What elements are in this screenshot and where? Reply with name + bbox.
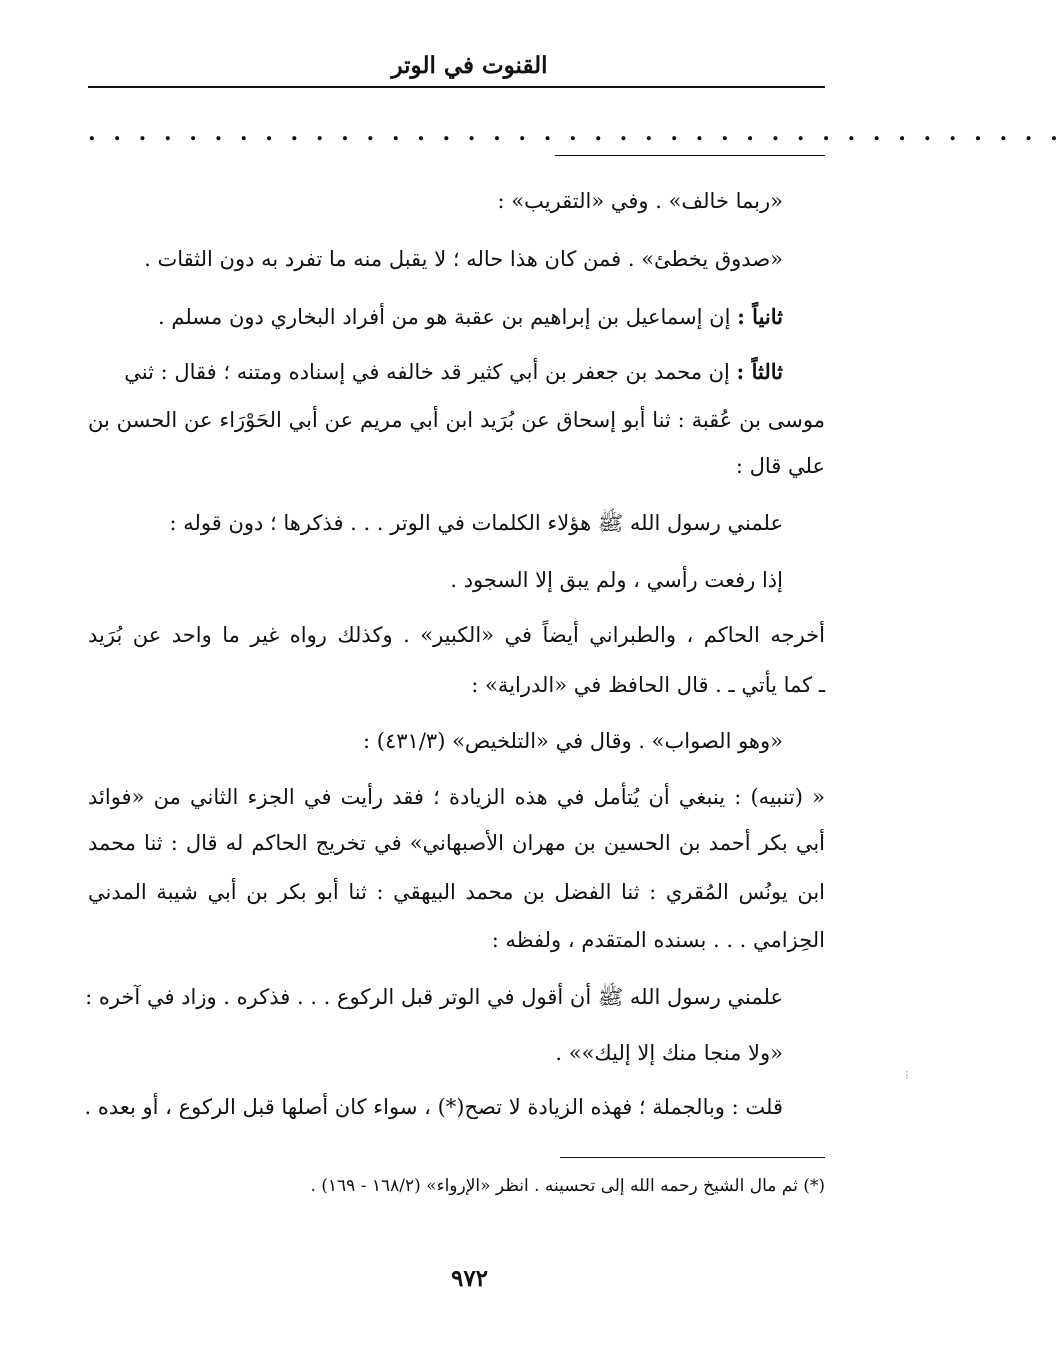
text-line: أخرجه الحاكم ، والطبراني أيضاً في «الكبير» . وكذلك رواه غير ما واحد عن بُرَيد — [88, 623, 825, 647]
main-text — [84, 0, 1063, 1351]
text-line: قلت : وبالجملة ؛ فهذه الزيادة لا تصح(*) ، سواء كان أصلها قبل الركوع ، أو بعده . — [84, 1095, 783, 1119]
margin-speck: ⁝ — [905, 1068, 909, 1082]
running-header-title: القنوت في الوتر — [391, 52, 548, 79]
text-line: أبي بكر أحمد بن الحسين بن مهران الأصبهاني» في تخريج الحاكم له قال : ثنا محمد — [88, 831, 825, 855]
text-line: « (تنبيه) : ينبغي أن يُتأمل في هذه الزيادة ؛ فقد رأيت في الجزء الثاني من «فوائد — [88, 785, 825, 809]
page-number: ٩٧٢ — [450, 1265, 489, 1292]
text-line — [158, 302, 783, 332]
text-fragment: إن محمد بن جعفر بن أبي كثير قد خالفه في إسناده ومتنه ؛ فقال : ثني — [124, 360, 737, 384]
text-line: علمني رسول الله ﷺ هؤلاء الكلمات في الوتر . . . فذكرها ؛ دون قوله : — [169, 511, 783, 535]
enumeration-term: ثانياً : — [737, 304, 783, 329]
text-line: «ربما خالف» . وفي «التقريب» : — [497, 189, 783, 213]
text-line: إذا رفعت رأسي ، ولم يبق إلا السجود . — [450, 568, 783, 592]
text-line: «وهو الصواب» . وقال في «التلخيص» (٤٣١/٣) : — [363, 729, 783, 753]
text-line: موسى بن عُقبة : ثنا أبو إسحاق عن بُرَيد ابن أبي مريم عن أبي الحَوْرَاء عن الحسن بن — [88, 408, 825, 432]
enumeration-term: ثالثاً : — [736, 359, 783, 384]
footnote-rule — [560, 1157, 825, 1158]
text-line: «صدوق يخطئ» . فمن كان هذا حاله ؛ لا يقبل منه ما تفرد به دون الثقات . — [144, 247, 783, 271]
text-line: «ولا منجا منك إلا إليك»» . — [555, 1041, 783, 1065]
text-fragment: إن إسماعيل بن إبراهيم بن عقبة هو من أفراد البخاري دون مسلم . — [158, 305, 738, 329]
text-line — [124, 357, 783, 387]
ellipsis-dots-row: . . . . . . . . . . . . . . . . . . . . . . . . . . . . . . . . . . . . . . . — [88, 120, 1063, 146]
text-line: ـ كما يأتي ـ . قال الحافظ في «الدراية» : — [471, 673, 825, 697]
text-line: الحِزامي . . . بسنده المتقدم ، ولفظه : — [491, 928, 825, 952]
footnote: (*) ثم مال الشيخ رحمه الله إلى تحسينه . انظر «الإرواء» (١٦٨/٢ - ١٦٩) . — [310, 1176, 825, 1196]
text-line: علمني رسول الله ﷺ أن أقول في الوتر قبل الركوع . . . فذكره . وزاد في آخره : — [85, 985, 783, 1009]
text-line: ابن يونُس المُقري : ثنا الفضل بن محمد البيهقي : ثنا أبو بكر بن أبي شيبة المدني — [88, 880, 825, 904]
text-line: علي قال : — [735, 454, 825, 478]
